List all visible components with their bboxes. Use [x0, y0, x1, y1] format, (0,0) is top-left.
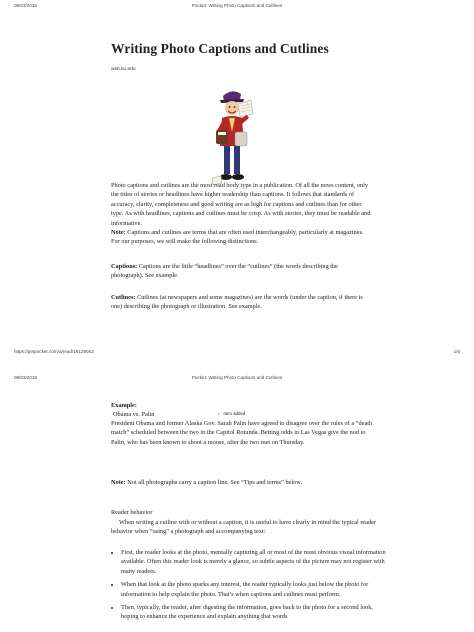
- note-text: Not all photographs carry a caption line. See “Tips and terms” below.: [125, 479, 303, 486]
- example-caption: Obama vs. Palin: [113, 411, 155, 418]
- item-added-notice: [218, 411, 245, 416]
- intro-paragraph: [111, 181, 371, 247]
- captions-text: Captions are the little “headlines” over the “cutlines” (the words describing the photograph). See example.: [111, 263, 338, 280]
- article-title: Writing Photo Captions and Cutlines: [111, 41, 329, 56]
- note-label: Note:: [111, 229, 126, 237]
- example-cutline: President Obama and former Alaska Gov. Sarah Palin have agreed to disagree over the rules of a “death match” scheduled between the two in the Capitol Rotunda. Betting odds in Las Vegas give the nod to Palin, who has been known to shoot a moose, after the two met on Thursday.: [111, 420, 373, 446]
- bullet-icon: •: [218, 411, 220, 416]
- item-added-text: Item added: [223, 411, 246, 416]
- captions-label: Captions:: [111, 263, 138, 270]
- page-footer: [0, 347, 474, 357]
- cutlines-text: Cutlines (at newspapers and some magazines) are the words (under the caption, if there is one) describing the photograph or illustration. See example.: [111, 294, 363, 311]
- article-source[interactable]: web.ku.edu: [111, 67, 136, 72]
- page-header: [0, 0, 474, 12]
- header-title: Pocket: Writing Photo Captions and Cutlines: [191, 3, 283, 8]
- captions-paragraph: [111, 262, 371, 281]
- example-label: Example:: [111, 402, 137, 409]
- reader-heading: Reader behavior: [111, 509, 153, 516]
- list-item: • Then, typically, the reader, after digesting the information, goes back to the photo for a second look, hoping to enhance the experience and explain anything that words: [121, 603, 386, 622]
- cutlines-label: Cutlines:: [111, 294, 136, 301]
- note-text: Captions and cutlines are terms that are often used interchangeably, particularly at magazines. For our purposes, we will make the following distinctions.: [111, 229, 364, 246]
- cutlines-paragraph: [111, 293, 371, 312]
- note-label: Note:: [111, 479, 126, 486]
- note-paragraph: [111, 478, 379, 487]
- reader-behavior-list: [111, 548, 386, 626]
- reader-intro: When writing a cutline with or without a caption, it is useful to have clearly in mind the typical reader behavior when “using” a photograph and accompanying text:: [111, 519, 377, 536]
- list-item: • First, the reader looks at the photo, mentally capturing all or most of the most obvious visual information available. Often this reader look is merely a glance, so subtle aspects of the picture may not register with many readers.: [121, 548, 386, 576]
- header-title: Pocket: Writing Photo Captions and Cutlines: [191, 375, 283, 380]
- header-date: 08/03/2018: [14, 375, 37, 380]
- newsboy-illustration: [207, 86, 257, 190]
- footer-url[interactable]: https://getpocket.com/a/read/1912906​3: [14, 349, 94, 354]
- list-item: • When that look at the photo sparks any interest, the reader typically looks just below the photo for information to help explain the photo. That’s when captions and cutlines must perform.: [121, 580, 386, 599]
- page-header: [0, 372, 474, 384]
- intro-text: Photo captions and cutlines are the most read body type in a publication. Of all the news content, only the titles of stories or headlines have higher readership than captions. It follows that standards of accuracy, clarity, completeness and good writing are as high for captions and cutlines than for other type. As with headlines, captions and cutlines must be crisp. As with stories, they must be readable and informative.: [111, 182, 371, 227]
- header-date: 08/03/2018: [14, 3, 37, 8]
- footer-page-number: 1/6: [453, 349, 460, 354]
